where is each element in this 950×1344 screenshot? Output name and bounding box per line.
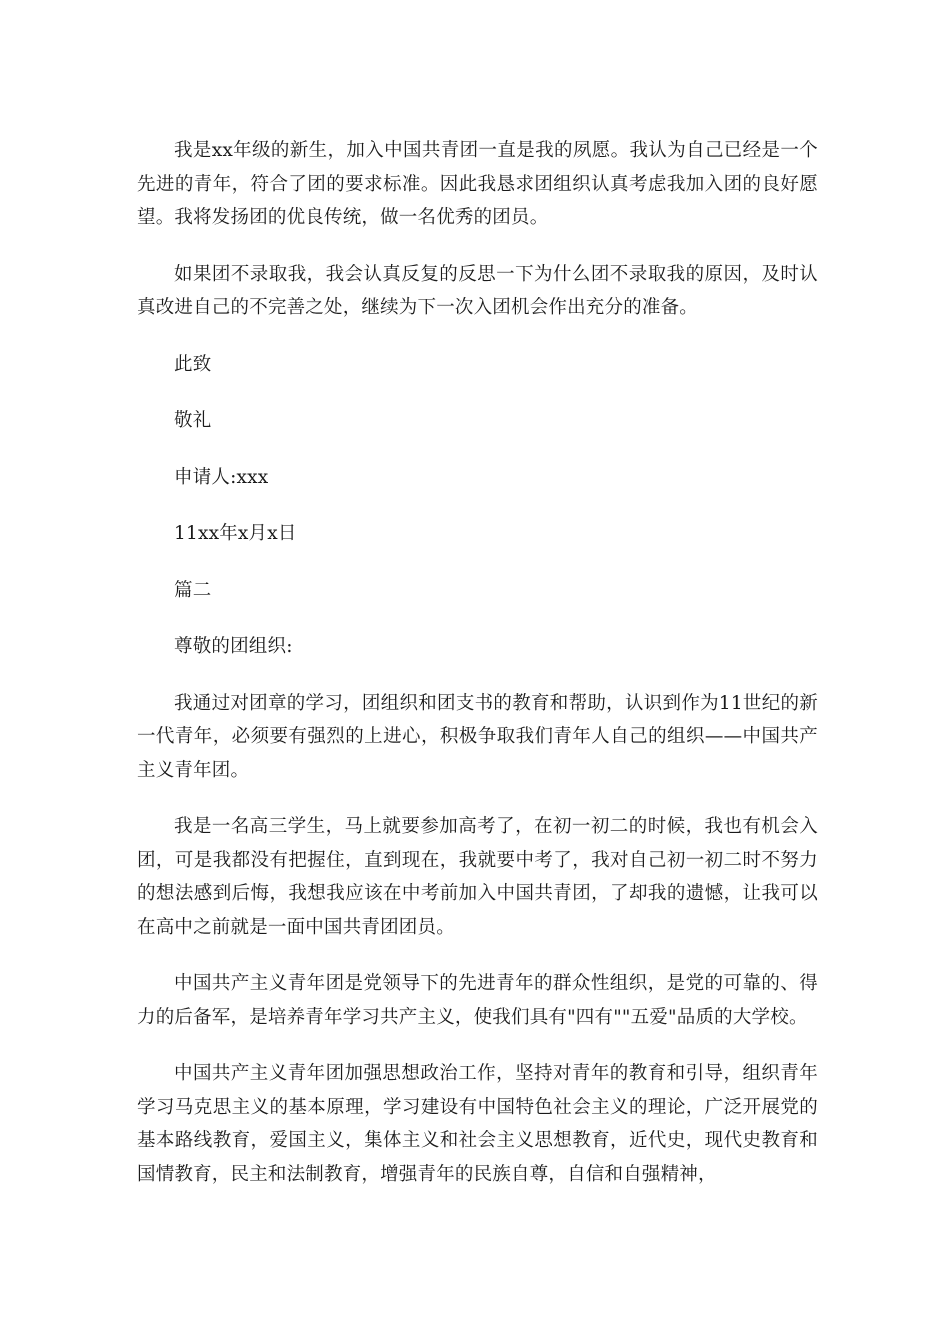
applicant-line: 申请人:xxx xyxy=(174,466,269,488)
paragraph-student: 我是一名高三学生，马上就要参加高考了，在初一初二的时候，我也有机会入团，可是我都没有把握住，直到现在，我就要中考了，我对自己初一初二时不努力的想法感到后悔，我想我应该在中考前加入中国共青团，了却我的遗憾，让我可以在高中之前就是一面中国共青团团员。 xyxy=(137,816,818,938)
closing-regards: 敬礼 xyxy=(174,410,212,431)
greeting-line: 尊敬的团组织: xyxy=(174,636,293,657)
paragraph-reflection: 如果团不录取我，我会认真反复的反思一下为什么团不录取我的原因，及时认真改进自己的不完善之处，继续为下一次入团机会作出充分的准备。 xyxy=(137,263,818,318)
document-body xyxy=(137,134,818,1214)
date-line: 11xx年x月x日 xyxy=(174,523,297,544)
closing-salutation: 此致 xyxy=(174,353,212,375)
section-heading: 篇二 xyxy=(174,579,212,601)
paragraph-intro: 我是xx年级的新生，加入中国共青团一直是我的夙愿。我认为自己已经是一个先进的青年，符合了团的要求标准。因此我恳求团组织认真考虑我加入团的良好愿望。我将发扬团的优良传统，做一名优秀的团员。 xyxy=(137,140,818,228)
paragraph-study: 我通过对团章的学习，团组织和团支书的教育和帮助，认识到作为11世纪的新一代青年，必须要有强烈的上进心，积极争取我们青年人自己的组织——中国共产主义青年团。 xyxy=(137,692,818,781)
paragraph-league-intro: 中国共产主义青年团是党领导下的先进青年的群众性组织，是党的可靠的、得力的后备军，是培养青年学习共产主义，使我们具有"四有""五爱"品质的大学校。 xyxy=(137,973,818,1028)
paragraph-league-work: 中国共产主义青年团加强思想政治工作，坚持对青年的教育和引导，组织青年学习马克思主义的基本原理，学习建设有中国特色社会主义的理论，广泛开展党的基本路线教育，爱国主义，集体主义和社会主义思想教育，近代史，现代史教育和国情教育，民主和法制教育，增强青年的民族自尊，自信和自强精神， xyxy=(137,1063,818,1185)
